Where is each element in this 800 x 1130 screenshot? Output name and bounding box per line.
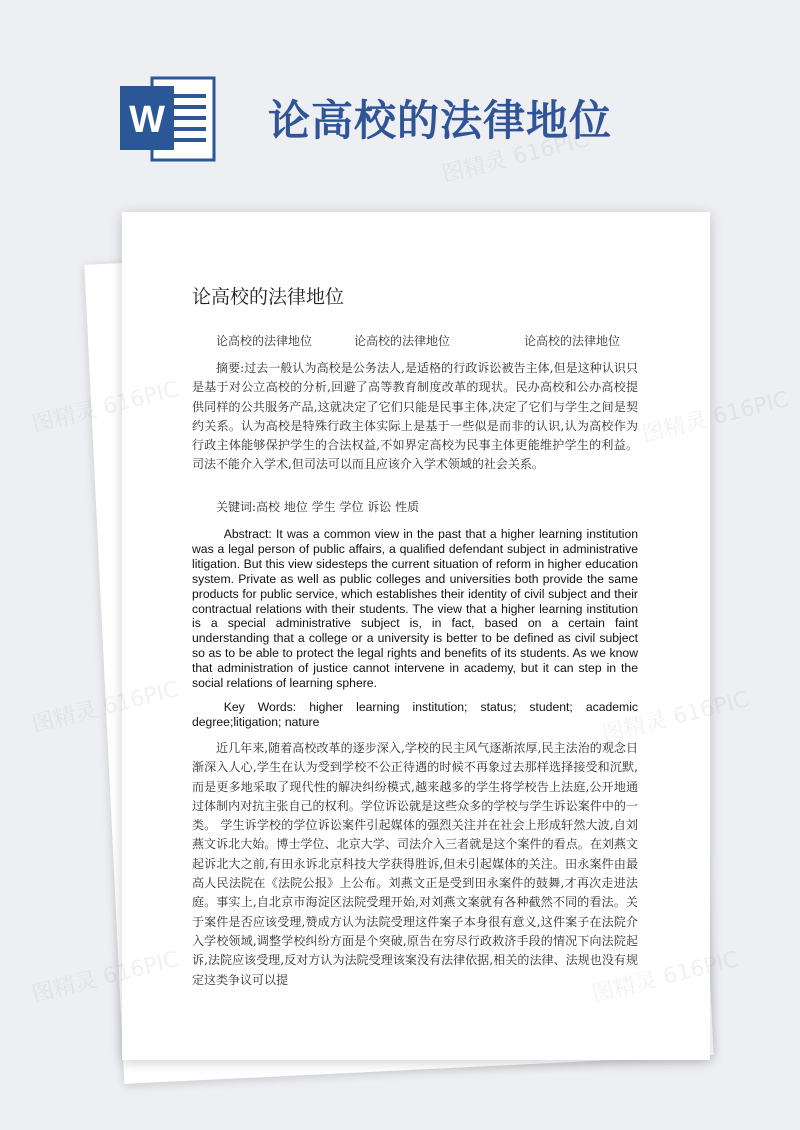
svg-text:W: W: [129, 99, 165, 141]
subtitle-2: 论高校的法律地位: [354, 334, 451, 348]
watermark: 图精灵: [29, 397, 100, 438]
watermark: 图精灵 616PIC: [639, 387, 792, 448]
word-document-icon: [118, 72, 218, 164]
document-page: [122, 212, 710, 1060]
abstract-english: Abstract: It was a common view in the past that a higher learning institution was a legal person of public affairs, a qualified defendant subject in administrative litigation. But this view sidesteps the current situation of reform in higher education system. Private as well as public colleges and universities both provide the same products for public service, which establishes their identity of civil subject and their contractual relations with their students. The view that a higher learning institution is a special administrative subject is, in fact, based on a certain faint understanding that a college or a university is better to be defined as civil subject so as to be able to protect the legal rights and benefits of its students. As we know that administration of justice cannot intervene in academy, but it can step in the social relations of learning sphere.: [192, 527, 638, 691]
abstract-chinese: 摘要:过去一般认为高校是公务法人,是适格的行政诉讼被告主体,但是这种认识只是基于对公立高校的分析,回避了高等教育制度改革的现状。民办高校和公办高校提供同样的公共服务产品,这就决定了它们只能是民事主体,决定了它们与学生之间是契约关系。认为高校是特殊行政主体实际上是基于一些似是而非的认识,认为高校作为行政主体能够保护学生的合法权益,不如界定高校为民事主体更能维护学生的利益。司法不能介入学术,但司法可以而且应该介入学术领域的社会关系。: [192, 361, 638, 472]
watermark: 图精灵 616PIC: [29, 947, 182, 1008]
keywords-english: Key Words: higher learning institution; status; student; academic degree;litigation; nature: [192, 700, 638, 729]
body-paragraph: 近几年来,随着高校改革的逐步深入,学校的民主风气逐渐浓厚,民主法治的观念日渐深入人心,学生在认为受到学校不公正待遇的时候不再象过去那样选择接受和沉默,而是更多地采取了现代性的解决纠纷模式,越来越多的学生将学校告上法庭,公开地通过体制内对抗主张自己的权利。学位诉讼就是这些众多的学校与学生诉讼案件中的一类。 学生诉学校的学位诉讼案件引起媒体的强烈关注并在社会上形成轩然大波,自刘燕文诉北大始。博士学位、北京大学、司法介入三者就是这个案件的看点。在刘燕文起诉北大之前,有田永诉北京科技大学获得胜诉,但未引起媒体的关注。田永案件由最高人民法院在《法院公报》上公布。刘燕文正是受到田永案件的鼓舞,才再次走进法庭。事实上,自北京市海淀区法院受理开始,对刘燕文案就有各种截然不同的看法。关于案件是否应该受理,赞成方认为法院受理这件案子本身很有意义,这件案子在法院介入学校领域,调整学校纠纷方面是个突破,原告在穷尽行政救济手段的情况下向法院起诉,法院应该受理,反对方认为法院受理该案没有法律依据,相关的法律、法规也没有规定这类争议可以提: [192, 741, 638, 987]
watermark: 图精灵: [29, 697, 100, 738]
watermark: 616PIC: [670, 687, 752, 731]
banner-title: 论高校的法律地位: [268, 96, 613, 145]
watermark: 图精灵 616PIC: [439, 127, 592, 188]
document-title: 论高校的法律地位: [192, 286, 345, 308]
subtitle-3: 论高校的法律地位: [524, 334, 621, 348]
subtitle-1: 论高校的法律地位: [216, 334, 313, 348]
keywords-chinese: 关键词:高校 地位 学生 学位 诉讼 性质: [216, 500, 420, 514]
